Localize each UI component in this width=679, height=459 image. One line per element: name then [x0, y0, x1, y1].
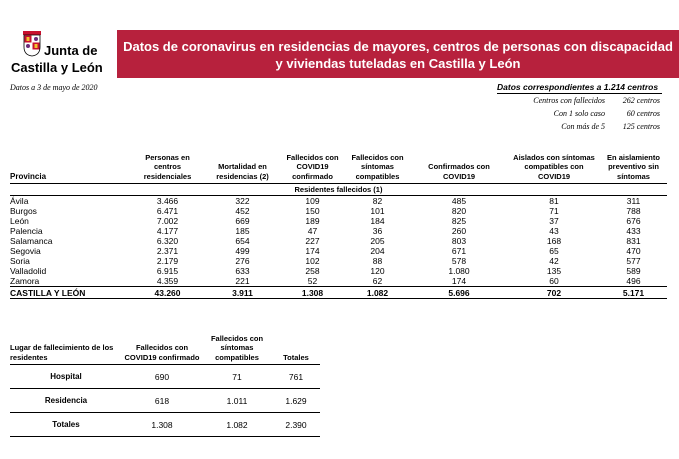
col-header-total: Totales	[272, 332, 320, 365]
table-total-row	[10, 287, 667, 299]
cell-isolated-preventive: 577	[626, 256, 641, 266]
cell-label: Residencia	[10, 389, 122, 413]
total-cell-mortality: 3.911	[205, 287, 280, 299]
centers-row-value: 262 centros	[622, 96, 660, 105]
cell-isolated-preventive: 788	[626, 206, 641, 216]
cell-isolated-preventive: 496	[626, 276, 641, 286]
table-row	[10, 246, 667, 256]
cell-confirmed: 671	[451, 246, 467, 256]
centers-row	[497, 95, 662, 107]
cell-dead-symptoms: 1.011	[202, 389, 272, 413]
cell-isolated-symptoms: 135	[546, 266, 562, 276]
table-row	[10, 226, 667, 236]
cell-isolated-symptoms: 43	[549, 226, 559, 236]
cell-confirmed: 1.080	[448, 266, 470, 276]
cell-persons: 7.002	[156, 216, 179, 226]
logo-text-line2: Castilla y León	[11, 60, 103, 75]
province-table-body	[10, 196, 667, 299]
province-table-header	[10, 146, 667, 184]
total-cell-dead-covid: 1.308	[280, 287, 345, 299]
cell-mortality: 654	[235, 236, 250, 246]
cell-dead-covid: 1.308	[122, 413, 202, 437]
centers-row	[497, 121, 662, 133]
place-table-body	[10, 365, 320, 437]
cell-label: Totales	[10, 413, 122, 437]
cell-isolated-symptoms: 81	[549, 196, 559, 206]
cell-name: Salamanca	[10, 236, 53, 246]
cell-isolated-preventive: 470	[626, 246, 641, 256]
cell-dead-symptoms: 205	[370, 236, 385, 246]
cell-name: Segovia	[10, 246, 41, 256]
cell-dead-covid: 189	[305, 216, 320, 226]
col-header-isolated-symptoms: Aislados con síntomas compatibles con COVID19	[508, 146, 600, 184]
cell-dead-symptoms: 62	[372, 276, 383, 286]
total-cell-dead-symptoms: 1.082	[345, 287, 410, 299]
col-header-confirmed: Confirmados con COVID19	[410, 146, 508, 184]
coat-of-arms-icon	[23, 31, 41, 57]
col-header-dead-covid: Fallecidos con COVID19 confirmado	[122, 332, 202, 365]
table-row	[10, 413, 320, 437]
cell-confirmed: 260	[451, 226, 467, 236]
cell-dead-covid: 690	[122, 365, 202, 389]
centers-row-label: Con 1 solo caso	[553, 109, 605, 118]
cell-confirmed: 174	[451, 276, 467, 286]
col-header-persons: Personas en centros residenciales	[130, 146, 205, 184]
cell-persons: 4.359	[156, 276, 179, 286]
table-row	[10, 276, 667, 287]
cell-confirmed: 485	[451, 196, 467, 206]
cell-isolated-symptoms: 168	[546, 236, 562, 246]
place-table-header	[10, 332, 320, 365]
cell-dead-symptoms: 1.082	[202, 413, 272, 437]
cell-dead-covid: 109	[305, 196, 320, 206]
cell-isolated-symptoms: 71	[549, 206, 559, 216]
cell-mortality: 452	[235, 206, 250, 216]
col-header-place: Lugar de fallecimiento de los residentes	[10, 332, 122, 365]
cell-persons: 4.177	[156, 226, 179, 236]
cell-persons: 2.371	[156, 246, 179, 256]
col-header-province: Provincia	[10, 146, 130, 184]
col-header-mortality: Mortalidad en residencias (2)	[205, 146, 280, 184]
cell-total: 2.390	[272, 413, 320, 437]
cell-name: Burgos	[10, 206, 37, 216]
title-banner	[117, 30, 679, 78]
total-cell-name: CASTILLA Y LEÓN	[10, 287, 130, 299]
cell-mortality: 276	[235, 256, 250, 266]
cell-isolated-symptoms: 42	[549, 256, 559, 266]
cell-confirmed: 578	[451, 256, 467, 266]
junta-logo	[10, 30, 110, 76]
cell-dead-covid: 227	[305, 236, 320, 246]
cell-name: Valladolid	[10, 266, 47, 276]
cell-dead-symptoms: 82	[372, 196, 383, 206]
cell-dead-covid: 174	[305, 246, 320, 256]
cell-persons: 6.320	[156, 236, 179, 246]
cell-mortality: 322	[235, 196, 250, 206]
cell-dead-symptoms: 88	[372, 256, 383, 266]
centers-summary	[497, 82, 662, 133]
col-header-dead-covid: Fallecidos con COVID19 confirmado	[280, 146, 345, 184]
cell-dead-symptoms: 36	[372, 226, 383, 236]
table-row	[10, 256, 667, 266]
cell-dead-covid: 102	[305, 256, 320, 266]
cell-dead-symptoms: 71	[202, 365, 272, 389]
cell-label: Hospital	[10, 365, 122, 389]
total-cell-isolated-preventive: 5.171	[600, 287, 667, 299]
cell-name: Soria	[10, 256, 30, 266]
col-header-isolated-preventive: En aislamiento preventivo sin síntomas	[600, 146, 667, 184]
subheader-residents-deceased: Residentes fallecidos (1)	[10, 184, 667, 196]
cell-mortality: 633	[235, 266, 250, 276]
cell-persons: 3.466	[156, 196, 179, 206]
table-row	[10, 389, 320, 413]
cell-isolated-symptoms: 65	[549, 246, 559, 256]
cell-persons: 6.915	[156, 266, 179, 276]
cell-confirmed: 825	[451, 216, 467, 226]
cell-dead-symptoms: 101	[370, 206, 385, 216]
province-table	[10, 146, 667, 299]
table-row	[10, 266, 667, 276]
cell-persons: 2.179	[156, 256, 179, 266]
date-note: Datos a 3 de mayo de 2020	[10, 83, 98, 92]
centers-row-label: Con más de 5	[561, 122, 605, 131]
cell-name: Ávila	[10, 196, 29, 206]
cell-total: 761	[272, 365, 320, 389]
cell-dead-symptoms: 120	[370, 266, 385, 276]
total-cell-confirmed: 5.696	[410, 287, 508, 299]
cell-name: Zamora	[10, 276, 40, 286]
cell-dead-covid: 52	[307, 276, 318, 286]
cell-isolated-preventive: 831	[626, 236, 641, 246]
centers-row-value: 60 centros	[626, 109, 660, 118]
col-header-dead-symptoms: Fallecidos con síntomas compatibles	[345, 146, 410, 184]
col-header-dead-symptoms: Fallecidos con síntomas compatibles	[202, 332, 272, 365]
cell-dead-covid: 47	[307, 226, 318, 236]
province-table-subheader	[10, 184, 667, 196]
cell-persons: 6.471	[156, 206, 179, 216]
cell-dead-covid: 258	[305, 266, 320, 276]
centers-row-label: Centros con fallecidos	[533, 96, 605, 105]
centers-summary-title: Datos correspondientes a 1.214 centros	[497, 82, 662, 94]
total-cell-isolated-symptoms: 702	[508, 287, 600, 299]
page-title: Datos de coronavirus en residencias de mayores, centros de personas con discapacidad y viviendas tuteladas en Castilla y León	[123, 39, 673, 71]
total-cell-persons: 43.260	[130, 287, 205, 299]
cell-total: 1.629	[272, 389, 320, 413]
cell-confirmed: 803	[451, 236, 467, 246]
logo-text-line1: Junta de	[44, 43, 98, 58]
cell-isolated-symptoms: 37	[549, 216, 559, 226]
table-row	[10, 196, 667, 207]
cell-name: Palencia	[10, 226, 43, 236]
table-row	[10, 206, 667, 216]
place-of-death-table	[10, 332, 320, 437]
cell-confirmed: 820	[451, 206, 467, 216]
cell-mortality: 221	[235, 276, 250, 286]
table-row	[10, 365, 320, 389]
cell-dead-symptoms: 204	[370, 246, 385, 256]
cell-dead-covid: 150	[305, 206, 320, 216]
cell-mortality: 499	[235, 246, 250, 256]
cell-isolated-preventive: 433	[626, 226, 641, 236]
cell-dead-covid: 618	[122, 389, 202, 413]
cell-isolated-preventive: 589	[626, 266, 641, 276]
centers-row-value: 125 centros	[622, 122, 660, 131]
cell-isolated-symptoms: 60	[549, 276, 559, 286]
cell-name: León	[10, 216, 29, 226]
cell-isolated-preventive: 676	[626, 216, 641, 226]
cell-mortality: 669	[235, 216, 250, 226]
cell-dead-symptoms: 184	[370, 216, 385, 226]
cell-isolated-preventive: 311	[626, 196, 641, 206]
table-row	[10, 216, 667, 226]
table-row	[10, 236, 667, 246]
cell-mortality: 185	[235, 226, 250, 236]
centers-row	[497, 108, 662, 120]
